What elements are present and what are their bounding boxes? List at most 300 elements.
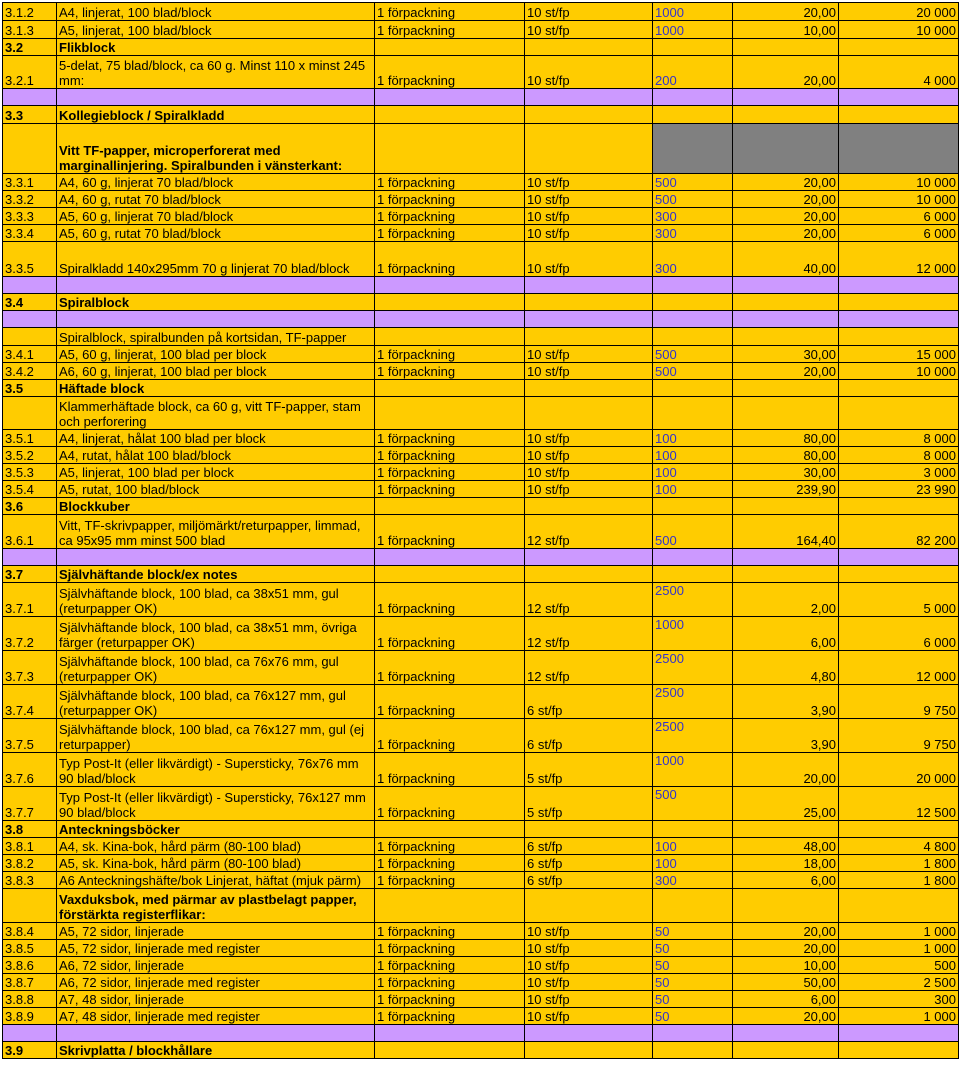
section-title: Blockkuber bbox=[57, 498, 375, 515]
empty-cell bbox=[733, 328, 839, 346]
item-total: 3 000 bbox=[839, 464, 959, 481]
item-description: A5, 72 sidor, linjerade med register bbox=[57, 940, 375, 957]
table-row bbox=[3, 957, 959, 974]
separator-cell bbox=[839, 277, 959, 294]
item-number: 3.1.3 bbox=[3, 21, 57, 39]
section-number: 3.3 bbox=[3, 106, 57, 124]
item-quantity: 100 bbox=[653, 481, 733, 498]
empty-cell bbox=[375, 1042, 525, 1059]
item-total: 10 000 bbox=[839, 21, 959, 39]
item-total: 12 000 bbox=[839, 651, 959, 685]
table-row bbox=[3, 346, 959, 363]
separator-cell bbox=[653, 549, 733, 566]
item-pack: 10 st/fp bbox=[525, 191, 653, 208]
item-unit: 1 förpackning bbox=[375, 617, 525, 651]
empty-cell bbox=[839, 106, 959, 124]
table-row bbox=[3, 549, 959, 566]
table-row bbox=[3, 397, 959, 430]
item-description: Självhäftande block, 100 blad, ca 76x76 mm, gul (returpapper OK) bbox=[57, 651, 375, 685]
item-price: 20,00 bbox=[733, 225, 839, 242]
table-row bbox=[3, 974, 959, 991]
item-price: 20,00 bbox=[733, 940, 839, 957]
item-pack: 6 st/fp bbox=[525, 719, 653, 753]
empty-cell bbox=[375, 39, 525, 56]
item-number: 3.7.1 bbox=[3, 583, 57, 617]
item-quantity: 500 bbox=[653, 191, 733, 208]
item-description: A5, 72 sidor, linjerade bbox=[57, 923, 375, 940]
item-description: A4, linjerat, 100 blad/block bbox=[57, 3, 375, 21]
section-title: Flikblock bbox=[57, 39, 375, 56]
item-price: 239,90 bbox=[733, 481, 839, 498]
item-description: Typ Post-It (eller likvärdigt) - Supersticky, 76x76 mm 90 blad/block bbox=[57, 753, 375, 787]
item-unit: 1 förpackning bbox=[375, 872, 525, 889]
empty-cell bbox=[525, 380, 653, 397]
table-row bbox=[3, 208, 959, 225]
section-number: 3.7 bbox=[3, 566, 57, 583]
section-number: 3.9 bbox=[3, 1042, 57, 1059]
separator-cell bbox=[3, 89, 57, 106]
separator-cell bbox=[653, 1025, 733, 1042]
separator-cell bbox=[653, 89, 733, 106]
item-unit: 1 förpackning bbox=[375, 855, 525, 872]
item-unit: 1 förpackning bbox=[375, 346, 525, 363]
separator-cell bbox=[375, 277, 525, 294]
separator-cell bbox=[653, 277, 733, 294]
separator-cell bbox=[733, 89, 839, 106]
item-pack: 10 st/fp bbox=[525, 464, 653, 481]
table-row bbox=[3, 872, 959, 889]
item-pack: 10 st/fp bbox=[525, 447, 653, 464]
item-pack: 12 st/fp bbox=[525, 651, 653, 685]
empty-cell bbox=[733, 397, 839, 430]
item-total: 9 750 bbox=[839, 685, 959, 719]
separator-cell bbox=[733, 1025, 839, 1042]
table-row bbox=[3, 191, 959, 208]
item-pack: 10 st/fp bbox=[525, 1008, 653, 1025]
item-description: A4, 60 g, rutat 70 blad/block bbox=[57, 191, 375, 208]
empty-cell bbox=[375, 498, 525, 515]
item-price: 30,00 bbox=[733, 346, 839, 363]
item-total: 6 000 bbox=[839, 617, 959, 651]
empty-cell bbox=[525, 294, 653, 311]
item-price: 20,00 bbox=[733, 3, 839, 21]
item-number: 3.8.6 bbox=[3, 957, 57, 974]
item-unit: 1 förpackning bbox=[375, 1008, 525, 1025]
item-description: A4, rutat, hålat 100 blad/block bbox=[57, 447, 375, 464]
empty-cell bbox=[375, 889, 525, 923]
item-description: A5, 60 g, linjerat 70 blad/block bbox=[57, 208, 375, 225]
empty-cell bbox=[653, 821, 733, 838]
empty-cell bbox=[3, 328, 57, 346]
item-quantity: 300 bbox=[653, 208, 733, 225]
item-unit: 1 förpackning bbox=[375, 464, 525, 481]
empty-cell bbox=[653, 328, 733, 346]
item-quantity: 500 bbox=[653, 174, 733, 191]
item-price: 48,00 bbox=[733, 838, 839, 855]
table-row bbox=[3, 124, 959, 174]
item-description: A7, 48 sidor, linjerade med register bbox=[57, 1008, 375, 1025]
item-description: A5, 60 g, linjerat, 100 blad per block bbox=[57, 346, 375, 363]
empty-cell bbox=[839, 397, 959, 430]
empty-cell bbox=[733, 821, 839, 838]
item-quantity: 50 bbox=[653, 974, 733, 991]
empty-cell bbox=[653, 566, 733, 583]
table-row bbox=[3, 277, 959, 294]
item-quantity: 100 bbox=[653, 855, 733, 872]
item-quantity: 100 bbox=[653, 430, 733, 447]
item-description: 5-delat, 75 blad/block, ca 60 g. Minst 110 x minst 245 mm: bbox=[57, 56, 375, 89]
empty-cell bbox=[839, 566, 959, 583]
item-total: 5 000 bbox=[839, 583, 959, 617]
table-row bbox=[3, 21, 959, 39]
item-total: 2 500 bbox=[839, 974, 959, 991]
table-row bbox=[3, 787, 959, 821]
item-quantity: 1000 bbox=[653, 617, 733, 651]
empty-cell bbox=[839, 39, 959, 56]
item-pack: 10 st/fp bbox=[525, 225, 653, 242]
item-pack: 5 st/fp bbox=[525, 787, 653, 821]
empty-cell bbox=[653, 294, 733, 311]
item-description: A5, linjerat, 100 blad/block bbox=[57, 21, 375, 39]
item-total: 500 bbox=[839, 957, 959, 974]
separator-cell bbox=[653, 311, 733, 328]
item-unit: 1 förpackning bbox=[375, 685, 525, 719]
item-description: Självhäftande block, 100 blad, ca 76x127 mm, gul (ej returpapper) bbox=[57, 719, 375, 753]
item-total: 4 800 bbox=[839, 838, 959, 855]
section-number: 3.5 bbox=[3, 380, 57, 397]
gray-cell bbox=[839, 124, 959, 174]
item-total: 10 000 bbox=[839, 174, 959, 191]
item-number: 3.3.1 bbox=[3, 174, 57, 191]
separator-cell bbox=[525, 277, 653, 294]
empty-cell bbox=[525, 566, 653, 583]
table-row bbox=[3, 753, 959, 787]
item-price: 20,00 bbox=[733, 174, 839, 191]
item-price: 30,00 bbox=[733, 464, 839, 481]
separator-cell bbox=[839, 549, 959, 566]
item-number: 3.7.5 bbox=[3, 719, 57, 753]
item-number: 3.4.2 bbox=[3, 363, 57, 380]
item-quantity: 300 bbox=[653, 225, 733, 242]
item-description: Självhäftande block, 100 blad, ca 38x51 mm, gul (returpapper OK) bbox=[57, 583, 375, 617]
item-quantity: 50 bbox=[653, 991, 733, 1008]
item-price: 10,00 bbox=[733, 21, 839, 39]
item-quantity: 500 bbox=[653, 346, 733, 363]
separator-cell bbox=[3, 311, 57, 328]
item-description: A6 Anteckningshäfte/bok Linjerat, häftat (mjuk pärm) bbox=[57, 872, 375, 889]
item-pack: 10 st/fp bbox=[525, 974, 653, 991]
gray-cell bbox=[653, 124, 733, 174]
item-description: Vitt, TF-skrivpapper, miljömärkt/returpapper, limmad, ca 95x95 mm minst 500 blad bbox=[57, 515, 375, 549]
item-description: A6, 60 g, linjerat, 100 blad per block bbox=[57, 363, 375, 380]
item-number: 3.6.1 bbox=[3, 515, 57, 549]
table-row bbox=[3, 242, 959, 277]
item-price: 20,00 bbox=[733, 923, 839, 940]
section-title: Spiralblock bbox=[57, 294, 375, 311]
table-row bbox=[3, 174, 959, 191]
item-description: Självhäftande block, 100 blad, ca 76x127 mm, gul (returpapper OK) bbox=[57, 685, 375, 719]
item-unit: 1 förpackning bbox=[375, 242, 525, 277]
item-price: 2,00 bbox=[733, 583, 839, 617]
separator-cell bbox=[839, 1025, 959, 1042]
item-total: 6 000 bbox=[839, 208, 959, 225]
empty-cell bbox=[733, 498, 839, 515]
item-unit: 1 förpackning bbox=[375, 3, 525, 21]
item-number: 3.7.7 bbox=[3, 787, 57, 821]
item-quantity: 50 bbox=[653, 957, 733, 974]
separator-cell bbox=[57, 549, 375, 566]
empty-cell bbox=[525, 821, 653, 838]
separator-cell bbox=[733, 311, 839, 328]
separator-cell bbox=[375, 311, 525, 328]
item-total: 10 000 bbox=[839, 363, 959, 380]
separator-cell bbox=[375, 89, 525, 106]
item-unit: 1 förpackning bbox=[375, 753, 525, 787]
separator-cell bbox=[839, 311, 959, 328]
separator-cell bbox=[3, 277, 57, 294]
item-price: 20,00 bbox=[733, 363, 839, 380]
empty-cell bbox=[525, 39, 653, 56]
item-number: 3.8.2 bbox=[3, 855, 57, 872]
item-unit: 1 förpackning bbox=[375, 208, 525, 225]
item-price: 10,00 bbox=[733, 957, 839, 974]
item-quantity: 200 bbox=[653, 56, 733, 89]
item-quantity: 2500 bbox=[653, 651, 733, 685]
item-price: 6,00 bbox=[733, 617, 839, 651]
item-total: 1 800 bbox=[839, 872, 959, 889]
table-row bbox=[3, 583, 959, 617]
item-pack: 5 st/fp bbox=[525, 753, 653, 787]
item-unit: 1 förpackning bbox=[375, 651, 525, 685]
item-number: 3.8.8 bbox=[3, 991, 57, 1008]
item-pack: 10 st/fp bbox=[525, 208, 653, 225]
item-pack: 10 st/fp bbox=[525, 346, 653, 363]
item-unit: 1 förpackning bbox=[375, 174, 525, 191]
item-description: A6, 72 sidor, linjerade bbox=[57, 957, 375, 974]
separator-cell bbox=[57, 1025, 375, 1042]
item-description: Självhäftande block, 100 blad, ca 38x51 mm, övriga färger (returpapper OK) bbox=[57, 617, 375, 651]
item-total: 82 200 bbox=[839, 515, 959, 549]
item-price: 20,00 bbox=[733, 191, 839, 208]
item-pack: 10 st/fp bbox=[525, 481, 653, 498]
table-row bbox=[3, 940, 959, 957]
item-unit: 1 förpackning bbox=[375, 974, 525, 991]
item-quantity: 1000 bbox=[653, 3, 733, 21]
item-number: 3.5.4 bbox=[3, 481, 57, 498]
empty-cell bbox=[733, 294, 839, 311]
item-total: 300 bbox=[839, 991, 959, 1008]
section-title: Anteckningsböcker bbox=[57, 821, 375, 838]
item-price: 6,00 bbox=[733, 991, 839, 1008]
empty-cell bbox=[525, 1042, 653, 1059]
item-price: 20,00 bbox=[733, 56, 839, 89]
item-number: 3.3.3 bbox=[3, 208, 57, 225]
section-number: 3.6 bbox=[3, 498, 57, 515]
separator-cell bbox=[733, 277, 839, 294]
item-number: 3.8.9 bbox=[3, 1008, 57, 1025]
item-pack: 6 st/fp bbox=[525, 838, 653, 855]
section-title: Självhäftande block/ex notes bbox=[57, 566, 375, 583]
item-price: 4,80 bbox=[733, 651, 839, 685]
item-number: 3.3.2 bbox=[3, 191, 57, 208]
item-total: 9 750 bbox=[839, 719, 959, 753]
item-unit: 1 förpackning bbox=[375, 363, 525, 380]
table-row bbox=[3, 56, 959, 89]
item-price: 3,90 bbox=[733, 719, 839, 753]
empty-cell bbox=[839, 889, 959, 923]
table-row bbox=[3, 651, 959, 685]
item-pack: 10 st/fp bbox=[525, 56, 653, 89]
item-unit: 1 förpackning bbox=[375, 21, 525, 39]
item-total: 1 000 bbox=[839, 940, 959, 957]
item-quantity: 2500 bbox=[653, 583, 733, 617]
item-description: A4, linjerat, hålat 100 blad per block bbox=[57, 430, 375, 447]
item-pack: 12 st/fp bbox=[525, 583, 653, 617]
item-description: Spiralkladd 140x295mm 70 g linjerat 70 blad/block bbox=[57, 242, 375, 277]
item-number: 3.4.1 bbox=[3, 346, 57, 363]
item-pack: 10 st/fp bbox=[525, 430, 653, 447]
separator-cell bbox=[3, 549, 57, 566]
table-row bbox=[3, 685, 959, 719]
section-title: Skrivplatta / blockhållare bbox=[57, 1042, 375, 1059]
separator-cell bbox=[57, 89, 375, 106]
table-row bbox=[3, 515, 959, 549]
empty-cell bbox=[733, 1042, 839, 1059]
item-unit: 1 förpackning bbox=[375, 430, 525, 447]
item-quantity: 100 bbox=[653, 447, 733, 464]
empty-cell bbox=[733, 39, 839, 56]
item-price: 80,00 bbox=[733, 447, 839, 464]
table-row bbox=[3, 294, 959, 311]
item-total: 6 000 bbox=[839, 225, 959, 242]
table-body bbox=[3, 3, 959, 1059]
table-row bbox=[3, 855, 959, 872]
table-row bbox=[3, 363, 959, 380]
separator-cell bbox=[525, 89, 653, 106]
table-row bbox=[3, 481, 959, 498]
empty-cell bbox=[375, 106, 525, 124]
table-row bbox=[3, 566, 959, 583]
empty-cell bbox=[839, 821, 959, 838]
item-total: 1 000 bbox=[839, 1008, 959, 1025]
item-description: Typ Post-It (eller likvärdigt) - Supersticky, 76x127 mm 90 blad/block bbox=[57, 787, 375, 821]
empty-cell bbox=[733, 889, 839, 923]
item-number: 3.7.2 bbox=[3, 617, 57, 651]
empty-cell bbox=[525, 106, 653, 124]
item-price: 6,00 bbox=[733, 872, 839, 889]
item-number: 3.2.1 bbox=[3, 56, 57, 89]
empty-cell bbox=[525, 889, 653, 923]
item-quantity: 2500 bbox=[653, 685, 733, 719]
item-number: 3.1.2 bbox=[3, 3, 57, 21]
table-row bbox=[3, 719, 959, 753]
empty-cell bbox=[525, 397, 653, 430]
section-title: Kollegieblock / Spiralkladd bbox=[57, 106, 375, 124]
item-total: 1 000 bbox=[839, 923, 959, 940]
empty-cell bbox=[653, 397, 733, 430]
item-number: 3.8.5 bbox=[3, 940, 57, 957]
empty-cell bbox=[839, 294, 959, 311]
empty-cell bbox=[375, 124, 525, 174]
item-unit: 1 förpackning bbox=[375, 787, 525, 821]
item-quantity: 50 bbox=[653, 923, 733, 940]
item-number: 3.8.7 bbox=[3, 974, 57, 991]
item-total: 12 000 bbox=[839, 242, 959, 277]
empty-cell bbox=[653, 39, 733, 56]
item-quantity: 500 bbox=[653, 363, 733, 380]
empty-cell bbox=[375, 294, 525, 311]
item-pack: 10 st/fp bbox=[525, 242, 653, 277]
section-title: Häftade block bbox=[57, 380, 375, 397]
item-price: 25,00 bbox=[733, 787, 839, 821]
item-quantity: 300 bbox=[653, 242, 733, 277]
table-row bbox=[3, 430, 959, 447]
section-number: 3.2 bbox=[3, 39, 57, 56]
item-pack: 10 st/fp bbox=[525, 363, 653, 380]
item-pack: 10 st/fp bbox=[525, 991, 653, 1008]
empty-cell bbox=[733, 106, 839, 124]
item-pack: 10 st/fp bbox=[525, 957, 653, 974]
separator-cell bbox=[57, 277, 375, 294]
table-row bbox=[3, 464, 959, 481]
table-row bbox=[3, 1008, 959, 1025]
table-row bbox=[3, 1025, 959, 1042]
item-unit: 1 förpackning bbox=[375, 991, 525, 1008]
table-row bbox=[3, 447, 959, 464]
item-number: 3.5.3 bbox=[3, 464, 57, 481]
empty-cell bbox=[839, 328, 959, 346]
price-list-table bbox=[2, 2, 959, 1059]
note-text: Klammerhäftade block, ca 60 g, vitt TF-papper, stam och perforering bbox=[57, 397, 375, 430]
item-pack: 12 st/fp bbox=[525, 617, 653, 651]
item-pack: 10 st/fp bbox=[525, 923, 653, 940]
item-description: A6, 72 sidor, linjerade med register bbox=[57, 974, 375, 991]
empty-cell bbox=[375, 397, 525, 430]
table-row bbox=[3, 838, 959, 855]
table-row bbox=[3, 39, 959, 56]
item-number: 3.7.4 bbox=[3, 685, 57, 719]
empty-cell bbox=[525, 124, 653, 174]
note-text: Spiralblock, spiralbunden på kortsidan, TF-papper bbox=[57, 328, 375, 346]
empty-cell bbox=[3, 397, 57, 430]
item-price: 80,00 bbox=[733, 430, 839, 447]
item-quantity: 100 bbox=[653, 838, 733, 855]
table-row bbox=[3, 328, 959, 346]
table-row bbox=[3, 106, 959, 124]
empty-cell bbox=[733, 380, 839, 397]
separator-cell bbox=[375, 549, 525, 566]
empty-cell bbox=[375, 380, 525, 397]
item-description: A5, sk. Kina-bok, hård pärm (80-100 blad) bbox=[57, 855, 375, 872]
empty-cell bbox=[653, 106, 733, 124]
item-total: 15 000 bbox=[839, 346, 959, 363]
empty-cell bbox=[375, 566, 525, 583]
empty-cell bbox=[525, 498, 653, 515]
separator-cell bbox=[525, 311, 653, 328]
separator-cell bbox=[3, 1025, 57, 1042]
item-number: 3.8.1 bbox=[3, 838, 57, 855]
item-total: 8 000 bbox=[839, 447, 959, 464]
item-quantity: 500 bbox=[653, 515, 733, 549]
separator-cell bbox=[525, 549, 653, 566]
item-description: A7, 48 sidor, linjerade bbox=[57, 991, 375, 1008]
item-total: 8 000 bbox=[839, 430, 959, 447]
empty-cell bbox=[839, 498, 959, 515]
item-unit: 1 förpackning bbox=[375, 923, 525, 940]
item-price: 20,00 bbox=[733, 208, 839, 225]
empty-cell bbox=[3, 124, 57, 174]
separator-cell bbox=[57, 311, 375, 328]
